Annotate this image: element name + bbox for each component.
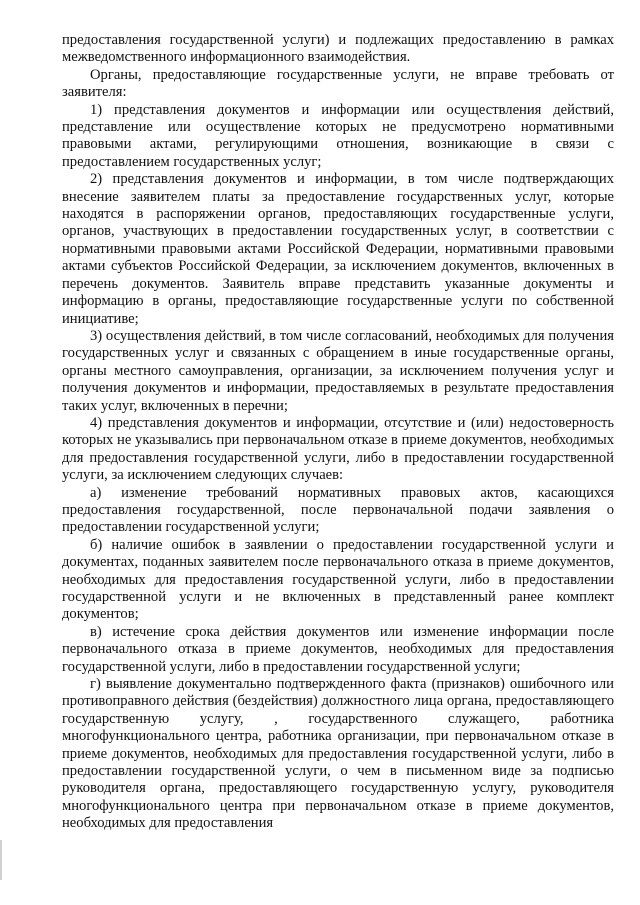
paragraph-continuation: предоставления государственной услуги) и подлежащих предоставлению в рамках межведомственного информационного взаимодействия. <box>62 32 614 66</box>
document-body <box>62 32 614 833</box>
paragraph-intro: Органы, предоставляющие государственные услуги, не вправе требовать от заявителя: <box>62 66 614 101</box>
list-item-2: 2) представления документов и информации, в том числе подтверждающих внесение заявителем платы за предоставление государственных услуг, которые находятся в распоряжении органов, предоставляющих государственные услуги, органов, участвующих в предоставлении государственных услуг, в соответствии с нормативными правовыми актами Российской Федерации, нормативными правовыми актами субъектов Российской Федерации, за исключением документов, включенных в перечень документов. Заявитель вправе представить указанные документы и информацию в органы, предоставляющие государственные услуги по собственной инициативе; <box>62 171 614 327</box>
sub-item-b: б) наличие ошибок в заявлении о предоставлении государственной услуги и документах, поданных заявителем после первоначального отказа в приеме документов, необходимых для предоставления государственной услуги, либо в предоставлении государственной услуги и не включенных в представленный ранее комплект документов; <box>62 536 614 623</box>
scan-edge-mark <box>0 840 2 880</box>
list-item-4: 4) представления документов и информации, отсутствие и (или) недостоверность которых не указывались при первоначальном отказе в приеме документов, необходимых для предоставления государственной услуги, либо в предоставлении государственной услуги, за исключением следующих случаев: <box>62 414 614 484</box>
sub-item-a: а) изменение требований нормативных правовых актов, касающихся предоставления государственной, после первоначальной подачи заявления о предоставлении государственной услуги; <box>62 484 614 536</box>
list-item-1: 1) представления документов и информации или осуществления действий, представление или осуществление которых не предусмотрено нормативными правовыми актами, регулирующими отношения, возникающие в связи с предоставлением государственных услуг; <box>62 101 614 170</box>
list-item-3: 3) осуществления действий, в том числе согласований, необходимых для получения государственных услуг и связанных с обращением в иные государственные органы, органы местного самоуправления, организации, за исключением получения услуг и получения документов и информации, предоставляемых в результате предоставления таких услуг, включенных в перечни; <box>62 327 614 414</box>
sub-item-v: в) истечение срока действия документов или изменение информации после первоначального отказа в приеме документов, необходимых для предоставления государственной услуги, либо в предоставлении государственной услуги; <box>62 623 614 675</box>
sub-item-g: г) выявление документально подтвержденного факта (признаков) ошибочного или противоправного действия (бездействия) должностного лица органа, предоставляющего государственную услугу, , государственного служащего, работника многофункционального центра, работника организации, при первоначальном отказе в приеме документов, необходимых для предоставления государственной услуги, либо в предоставлении государственной услуги, о чем в письменном виде за подписью руководителя органа, предоставляющего государственную услугу, руководителя многофункционального центра при первоначальном отказе в приеме документов, необходимых для предоставления <box>62 676 614 832</box>
